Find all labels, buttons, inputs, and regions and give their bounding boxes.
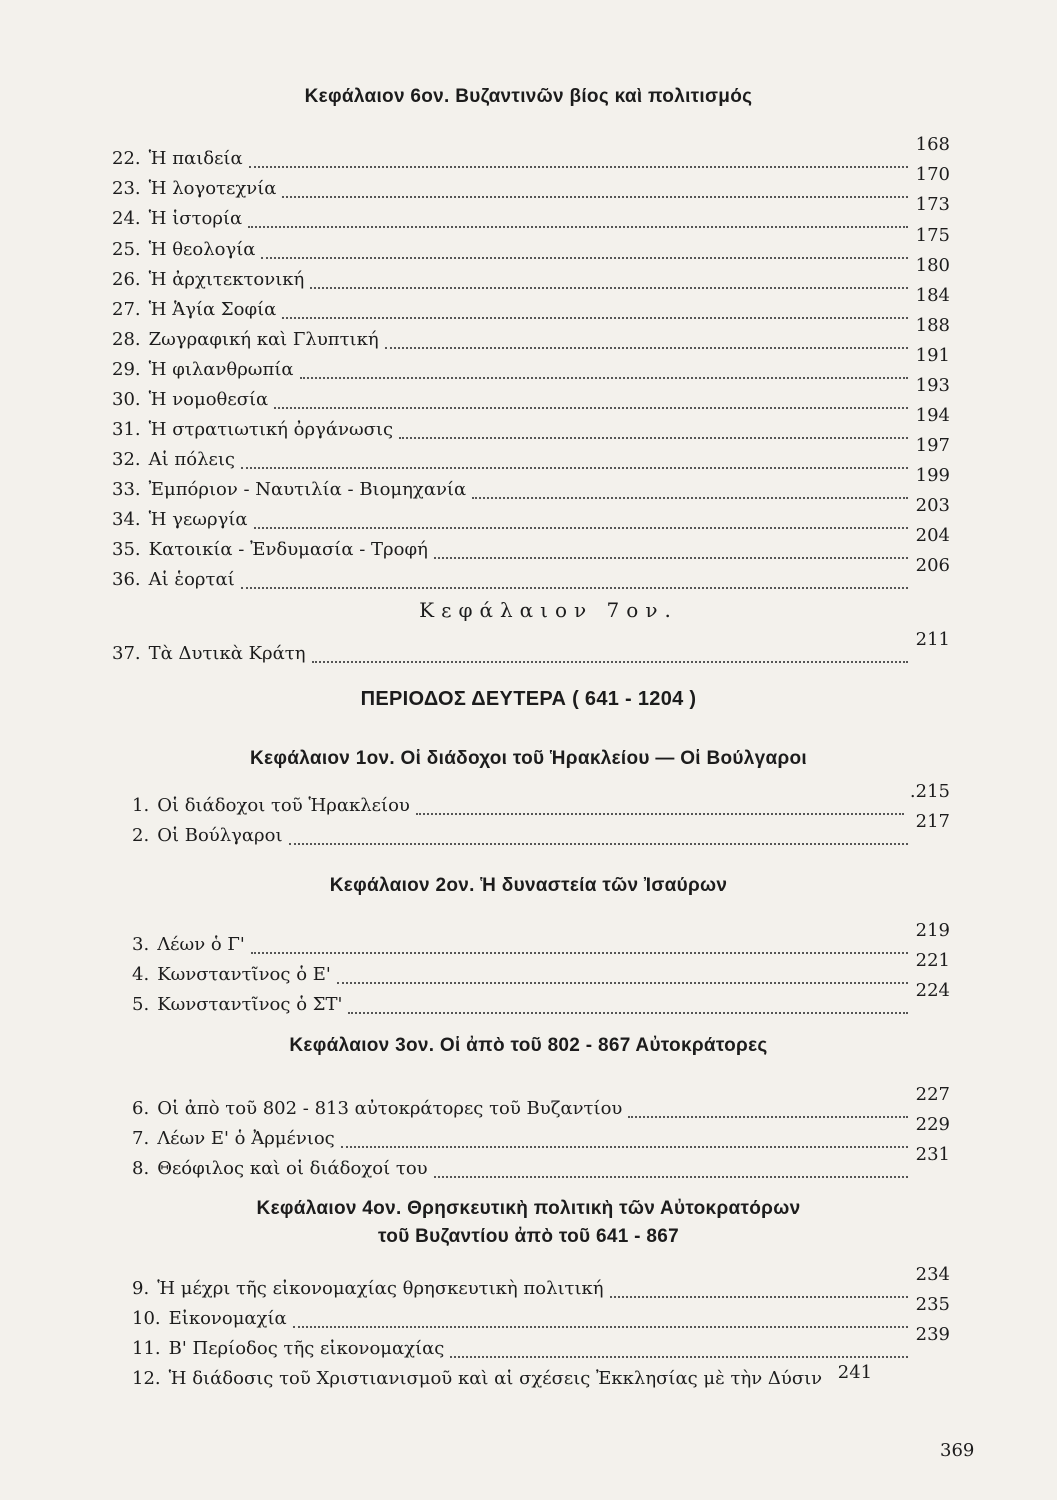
toc-entry: 3. Λέων ὁ Γ' 219: [132, 920, 950, 955]
chapter-heading: Κεφάλαιον 3ον. Οἱ ἀπὸ τοῦ 802 - 867 Αὐτοκράτορες: [289, 1035, 768, 1056]
chapter-heading: Κεφάλαιον 2ον. Ἡ δυναστεία τῶν Ἰσαύρων: [329, 875, 728, 896]
toc-entry: 9. Ἡ μέχρι τῆς εἰκονομαχίας θρησκευτικὴ πολιτική 234: [132, 1264, 950, 1299]
toc-entry: 8. Θεόφιλος καὶ οἱ διάδοχοί του 231: [132, 1144, 950, 1179]
toc-entry: 22. Ἡ παιδεία 168: [112, 134, 950, 169]
chapter-heading: Κεφάλαιον 4ον. Θρησκευτικὴ πολιτικὴ τῶν Αὐτοκρατόρων: [256, 1198, 801, 1219]
chapter-heading: Κεφάλαιον 6ον. Βυζαντινῶν βίος καὶ πολιτισμός: [304, 86, 753, 107]
toc-entry: 1. Οἱ διάδοχοι τοῦ Ἡρακλείου .215: [132, 781, 950, 816]
toc-entry: 29. Ἡ φιλανθρωπία 191: [112, 345, 950, 380]
toc-entry: 2. Οἱ Βούλγαροι 217: [132, 811, 950, 846]
toc-entry: 25. Ἡ θεολογία 175: [112, 225, 950, 260]
toc-entry: 4. Κωνσταντῖνος ὁ Ε' 221: [132, 950, 950, 985]
toc-entry: 27. Ἡ Ἁγία Σοφία 184: [112, 285, 950, 320]
page-number: 369: [940, 1440, 975, 1461]
toc-entry: 34. Ἡ γεωργία 203: [112, 495, 950, 530]
toc-entry: 23. Ἡ λογοτεχνία 170: [112, 164, 950, 199]
toc-entry: 28. Ζωγραφική καὶ Γλυπτική 188: [112, 315, 950, 350]
toc-entry: 5. Κωνσταντῖνος ὁ ΣΤ' 224: [132, 980, 950, 1015]
toc-entry: 31. Ἡ στρατιωτική ὀργάνωσις 194: [112, 405, 950, 440]
toc-entry: 11. Β' Περίοδος τῆς εἰκονομαχίας 239: [132, 1324, 950, 1359]
toc-entry: 26. Ἡ ἀρχιτεκτονική 180: [112, 255, 950, 290]
toc-entry: 32. Αἱ πόλεις 197: [112, 435, 950, 470]
chapter-heading-continued: τοῦ Βυζαντίου ἀπὸ τοῦ 641 - 867: [378, 1226, 679, 1247]
toc-entry: 10. Εἰκονομαχία 235: [132, 1294, 950, 1329]
toc-entry: 33. Ἐμπόριον - Ναυτιλία - Βιομηχανία 199: [112, 465, 950, 500]
chapter-heading: Κεφάλαιον 7ον.: [419, 598, 678, 622]
toc-entry: 36. Αἱ ἑορταί 206: [112, 555, 950, 590]
toc-entry: 35. Κατοικία - Ἐνδυμασία - Τροφή 204: [112, 525, 950, 560]
chapter-heading: Κεφάλαιον 1ον. Οἱ διάδοχοι τοῦ Ἡρακλείου — Οἱ Βούλγαροι: [250, 748, 807, 769]
toc-entry: 7. Λέων Ε' ὁ Ἀρμένιος 229: [132, 1114, 950, 1149]
toc-entry: 37. Τὰ Δυτικὰ Κράτη 211: [112, 629, 950, 664]
toc-entry: 6. Οἱ ἀπὸ τοῦ 802 - 813 αὐτοκράτορες τοῦ Βυζαντίου 227: [132, 1084, 950, 1119]
toc-entry: 24. Ἡ ἱστορία 173: [112, 194, 950, 229]
toc-entry: 30. Ἡ νομοθεσία 193: [112, 375, 950, 410]
period-heading: ΠΕΡΙΟΔΟΣ ΔΕΥΤΕΡΑ ( 641 - 1204 ): [360, 688, 697, 710]
toc-entry: 12. Ἡ διάδοσις τοῦ Χριστιανισμοῦ καὶ αἱ σχέσεις Ἐκκλησίας μὲ τὴν Δύσιν 241: [132, 1362, 873, 1389]
